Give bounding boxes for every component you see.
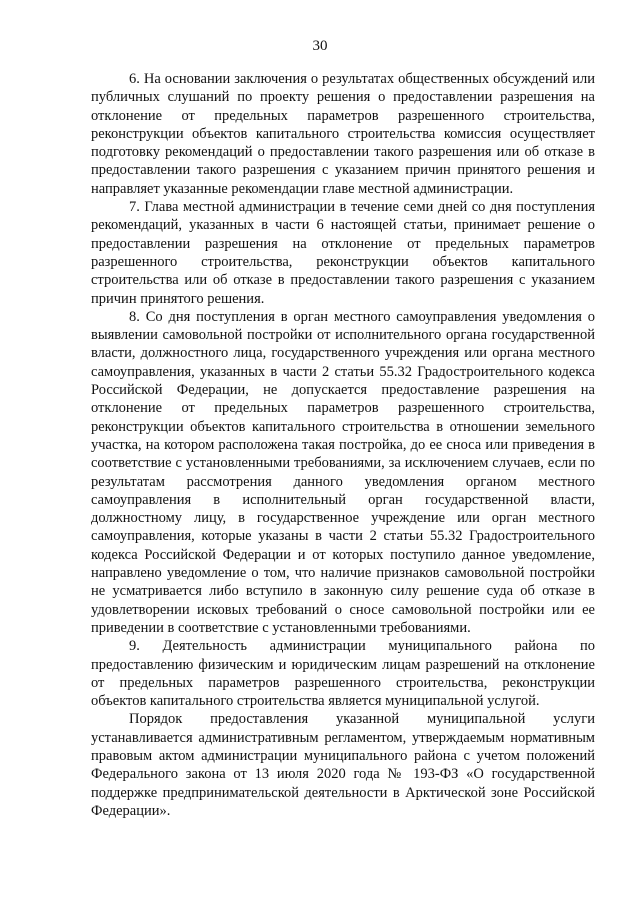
paragraph-procedure: Порядок предоставления указанной муниципальной услуги устанавливается административным регламентом, утверждаемым нормативным правовым актом администрации муниципального района с учетом положений Федерального закона от 13 июля 2020 года № 193-ФЗ «О государственной поддержке предпринимательской деятельности в Арктической зоне Российской Федерации».: [91, 711, 595, 819]
paragraph-part-8: 8. Со дня поступления в орган местного самоуправления уведомления о выявлении самовольной постройки от исполнительного органа государственной власти, должностного лица, государственного учреждения или органа местного самоуправления, указанных в части 2 статьи 55.32 Градостроительного кодекса Российской Федерации, не допускается предоставление разрешения на отклонение от предельных параметров разрешенного строительства, реконструкции объектов капитального строительства в отношении земельного участка, на котором расположена такая постройка, до ее сноса или приведения в соответствие с установленными требованиями, за исключением случаев, если по результатам рассмотрения данного уведомления органом местного самоуправления в исполнительный орган государственной власти, должностному лицу, в государственное учреждение или орган местного самоуправления, которые указаны в части 2 статьи 55.32 Градостроительного кодекса Российской Федерации и от которых поступило данное уведомление, направлено уведомление о том, что наличие признаков самовольной постройки не усматривается либо вступило в законную силу решение суда об отказе в удовлетворении исковых требований о сносе самовольной постройки или ее приведении в соответствие с установленными требованиями.: [91, 308, 595, 636]
paragraph-part-6: 6. На основании заключения о результатах общественных обсуждений или публичных слушаний по проекту решения о предоставлении разрешения на отклонение от предельных параметров разрешенного строительства, реконструкции объектов капитального строительства комиссия осуществляет подготовку рекомендаций о предоставлении такого разрешения или об отказе в предоставлении такого разрешения с указанием причин принятого решения и направляет указанные рекомендации главе местной администрации.: [91, 71, 595, 197]
document-body: [91, 70, 595, 820]
paragraph-part-7: 7. Глава местной администрации в течение семи дней со дня поступления рекомендаций, указанных в части 6 настоящей статьи, принимает решение о предоставлении разрешения на отклонение от предельных параметров разрешенного строительства, реконструкции объектов капитального строительства или об отказе в предоставлении такого разрешения с указанием причин принятого решения.: [91, 199, 595, 307]
paragraph-part-9: 9. Деятельность администрации муниципального района по предоставлению физическим и юридическим лицам разрешений на отклонение от предельных параметров разрешенного строительства, реконструкции объектов капитального строительства является муниципальной услугой.: [91, 638, 595, 710]
page-number: 30: [312, 38, 328, 54]
